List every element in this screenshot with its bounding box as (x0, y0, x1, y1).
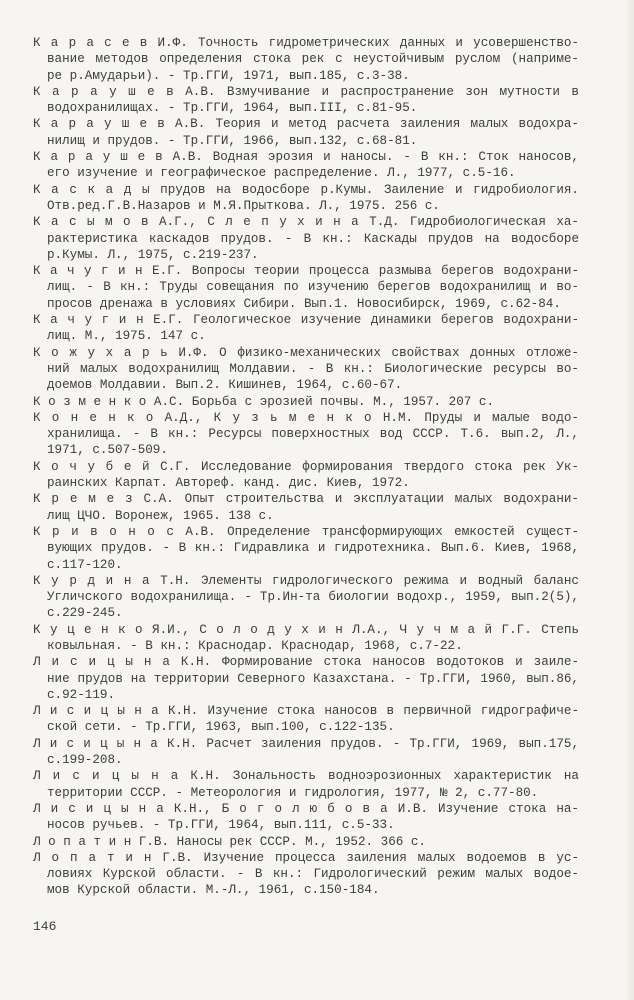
entry-continuation-line: лищ ЦЧО. Воронеж, 1965. 138 с. (47, 508, 274, 523)
entry-first-line: К о ч у б е й С.Г. Исследование формирования твердого стока рек Ук- (33, 459, 579, 474)
bibliography-entry (33, 263, 579, 312)
entry-first-line: К а р а у ш е в А.В. Взмучивание и распространение зон мутности в (33, 84, 579, 99)
entry-first-line: К а р а у ш е в А.В. Водная эрозия и наносы. - В кн.: Сток наносов, (33, 150, 579, 165)
bibliography-entry (33, 524, 579, 573)
entry-continuation-line: лищ. - В кн.: Труды совещания по изучению берегов водохранилищ и во- (47, 280, 579, 295)
bibliography-entry (33, 736, 579, 769)
entry-continuation-line: доемов Молдавии. Вып.2. Кишинев, 1964, с.60-67. (47, 378, 403, 393)
bibliography-entry (33, 573, 579, 622)
entry-first-line: Л и с и ц ы н а К.Н. Расчет заиления прудов. - Тр.ГГИ, 1969, вып.175, (33, 736, 579, 751)
entry-continuation-line: с.199-208. (47, 753, 123, 768)
bibliography-entry (33, 345, 579, 394)
page-number: 146 (33, 919, 57, 934)
bibliography-entry (33, 801, 579, 834)
bibliography-list (33, 35, 579, 899)
entry-continuation-line: носов ручьев. - Тр.ГГИ, 1964, вып.111, с.5-33. (47, 818, 395, 833)
entry-continuation-line: Угличского водохранилища. - Тр.Ин-та биологии водохр., 1959, вып.2(5), (47, 590, 579, 605)
bibliography-entry (33, 768, 579, 801)
entry-first-line: Л и с и ц ы н а К.Н. Зональность водноэрозионных характеристик на (33, 769, 579, 784)
entry-first-line: К а ч у г и н Е.Г. Вопросы теории процесса размыва берегов водохрани- (33, 264, 579, 279)
entry-continuation-line: ской сети. - Тр.ГГИ, 1963, вып.100, с.122-135. (47, 720, 395, 735)
bibliography-entry (33, 149, 579, 182)
entry-first-line: К а р а у ш е в А.В. Теория и метод расчета заиления малых водохра- (33, 117, 579, 132)
bibliography-entry (33, 116, 579, 149)
bibliography-entry (33, 214, 579, 263)
entry-first-line: Л о п а т и н Г.В. Изучение процесса заиления малых водоемов в ус- (33, 850, 579, 865)
bibliography-entry (33, 622, 579, 655)
entry-first-line: К а с ы м о в А.Г., С л е п у х и н а Т.Д. Гидробиологическая ха- (33, 215, 579, 230)
bibliography-entry (33, 459, 579, 492)
entry-continuation-line: территории СССР. - Метеорология и гидрология, 1977, № 2, с.77-80. (47, 785, 539, 800)
bibliography-entry (33, 394, 579, 410)
bibliography-entry (33, 834, 579, 850)
entry-continuation-line: с.229-245. (47, 606, 123, 621)
entry-first-line: Л о п а т и н Г.В. Наносы рек СССР. М., 1952. 366 с. (33, 834, 426, 849)
entry-continuation-line: ловиях Курской области. - В кн.: Гидрологический режим малых водое- (47, 867, 579, 882)
page-edge-shadow (624, 0, 634, 1000)
entry-first-line: К а ч у г и н Е.Г. Геологическое изучение динамики берегов водохрани- (33, 313, 579, 328)
entry-continuation-line: мов Курской области. М.-Л., 1961, с.150-184. (47, 883, 380, 898)
entry-continuation-line: водохранилищах. - Тр.ГГИ, 1964, вып.III, с.81-95. (47, 101, 418, 116)
entry-first-line: К у р д и н а Т.Н. Элементы гидрологического режима и водный баланс (33, 573, 579, 588)
entry-continuation-line: ковыльная. - В кн.: Краснодар. Краснодар, 1968, с.7-22. (47, 638, 463, 653)
entry-first-line: К о ж у х а р ь И.Ф. О физико-механических свойствах донных отложе- (33, 345, 579, 360)
entry-continuation-line: р.Кумы. Л., 1975, с.219-237. (47, 247, 259, 262)
entry-continuation-line: просов дренажа в условиях Сибири. Вып.1. Новосибирск, 1969, с.62-84. (47, 296, 561, 311)
entry-continuation-line: 1971, с.507-509. (47, 443, 168, 458)
entry-first-line: К р е м е з С.А. Опыт строительства и эксплуатации малых водохрани- (33, 492, 579, 507)
entry-continuation-line: хранилища. - В кн.: Ресурсы поверхностных вод СССР. Т.6. вып.2, Л., (47, 427, 579, 442)
entry-continuation-line: раинских Карпат. Автореф. канд. дис. Киев, 1972. (47, 476, 410, 491)
entry-first-line: К о н е н к о А.Д., К у з ь м е н к о Н.М. Пруды и малые водо- (33, 410, 579, 425)
entry-first-line: К р и в о н о с А.В. Определение транcформирующих емкостей сущест- (33, 524, 579, 539)
entry-continuation-line: с.117-120. (47, 557, 123, 572)
bibliography-entry (33, 654, 579, 703)
entry-first-line: Л и с и ц ы н а К.Н., Б о г о л ю б о в а И.В. Изучение стока на- (33, 801, 579, 816)
entry-continuation-line: вующих прудов. - В кн.: Гидравлика и гидротехника. Вып.6. Киев, 1968, (47, 541, 579, 556)
entry-continuation-line: ре р.Амударьи). - Тр.ГГИ, 1971, вып.185, с.3-38. (47, 68, 410, 83)
entry-continuation-line: рактеристика каскадов прудов. - В кн.: Каскады прудов на водосборе (47, 231, 579, 246)
entry-first-line: Л и с и ц ы н а К.Н. Формирование стока наносов водотоков и заиле- (33, 655, 579, 670)
entry-continuation-line: лищ. М., 1975. 147 с. (47, 329, 206, 344)
entry-continuation-line: ние прудов на территории Северного Казахстана. - Тр.ГГИ, 1960, вып.86, (47, 671, 579, 686)
bibliography-entry (33, 491, 579, 524)
entry-continuation-line: Отв.ред.Г.В.Назаров и М.Я.Прыткова. Л., 1975. 256 с. (47, 198, 440, 213)
entry-continuation-line: с.92-119. (47, 687, 116, 702)
entry-first-line: К а с к а д ы прудов на водосборе р.Кумы. Заиление и гидробиология. (33, 182, 579, 197)
bibliography-entry (33, 410, 579, 459)
bibliography-entry (33, 35, 579, 84)
entry-continuation-line: вание методов определения стока рек с неустойчивым руслом (наприме- (47, 52, 579, 67)
bibliography-entry (33, 703, 579, 736)
entry-continuation-line: его изучение и географическое распределение. Л., 1977, с.5-16. (47, 166, 516, 181)
entry-first-line: К а р а с е в И.Ф. Точность гидрометрических данных и усовершенство- (33, 36, 579, 50)
entry-first-line: К о з м е н к о А.С. Борьба с эрозией почвы. М., 1957. 207 с. (33, 394, 495, 409)
entry-continuation-line: ний малых водохранилищ Молдавии. - В кн.: Биологические ресурсы во- (47, 361, 579, 376)
bibliography-entry (33, 84, 579, 117)
entry-first-line: Л и с и ц ы н а К.Н. Изучение стока наносов в первичной гидрографиче- (33, 704, 579, 719)
entry-continuation-line: нилищ и прудов. - Тр.ГГИ, 1966, вып.132, с.68-81. (47, 133, 418, 148)
entry-first-line: К у ц е н к о Я.И., С о л о д у х и н Л.А., Ч у ч м а й Г.Г. Степь (33, 622, 579, 637)
bibliography-entry (33, 850, 579, 899)
bibliography-entry (33, 182, 579, 215)
bibliography-entry (33, 312, 579, 345)
